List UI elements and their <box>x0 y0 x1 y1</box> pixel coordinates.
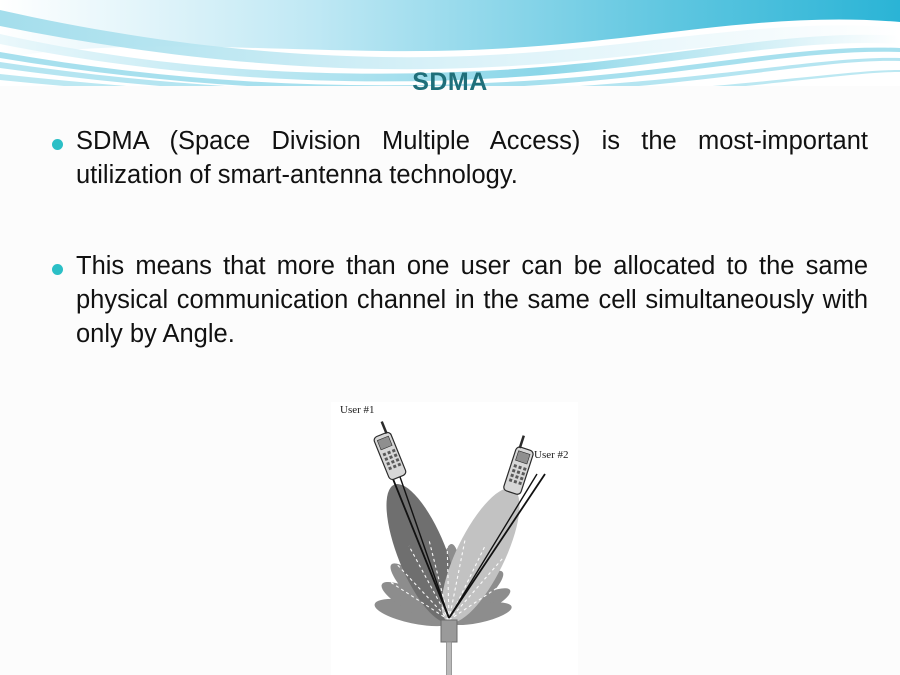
bullet-dot-icon <box>52 264 63 275</box>
bullet-text: This means that more than one user can be allocated to the same physical communication channel in the same cell simultaneously with only by Angle. <box>76 252 868 348</box>
sdma-beam-pattern-figure <box>331 402 578 675</box>
list-item <box>38 250 868 351</box>
bullet-text: SDMA (Space Division Multiple Access) is the most-important utilization of smart-antenna technology. <box>76 127 868 189</box>
list-item <box>38 125 868 192</box>
bullet-dot-icon <box>52 139 63 150</box>
bullet-list <box>38 125 868 379</box>
figure-label-user2: User #2 <box>534 449 569 461</box>
page-title: SDMA <box>412 68 488 96</box>
figure-label-user1: User #1 <box>340 404 375 416</box>
beam-pattern-graphic <box>331 402 578 675</box>
